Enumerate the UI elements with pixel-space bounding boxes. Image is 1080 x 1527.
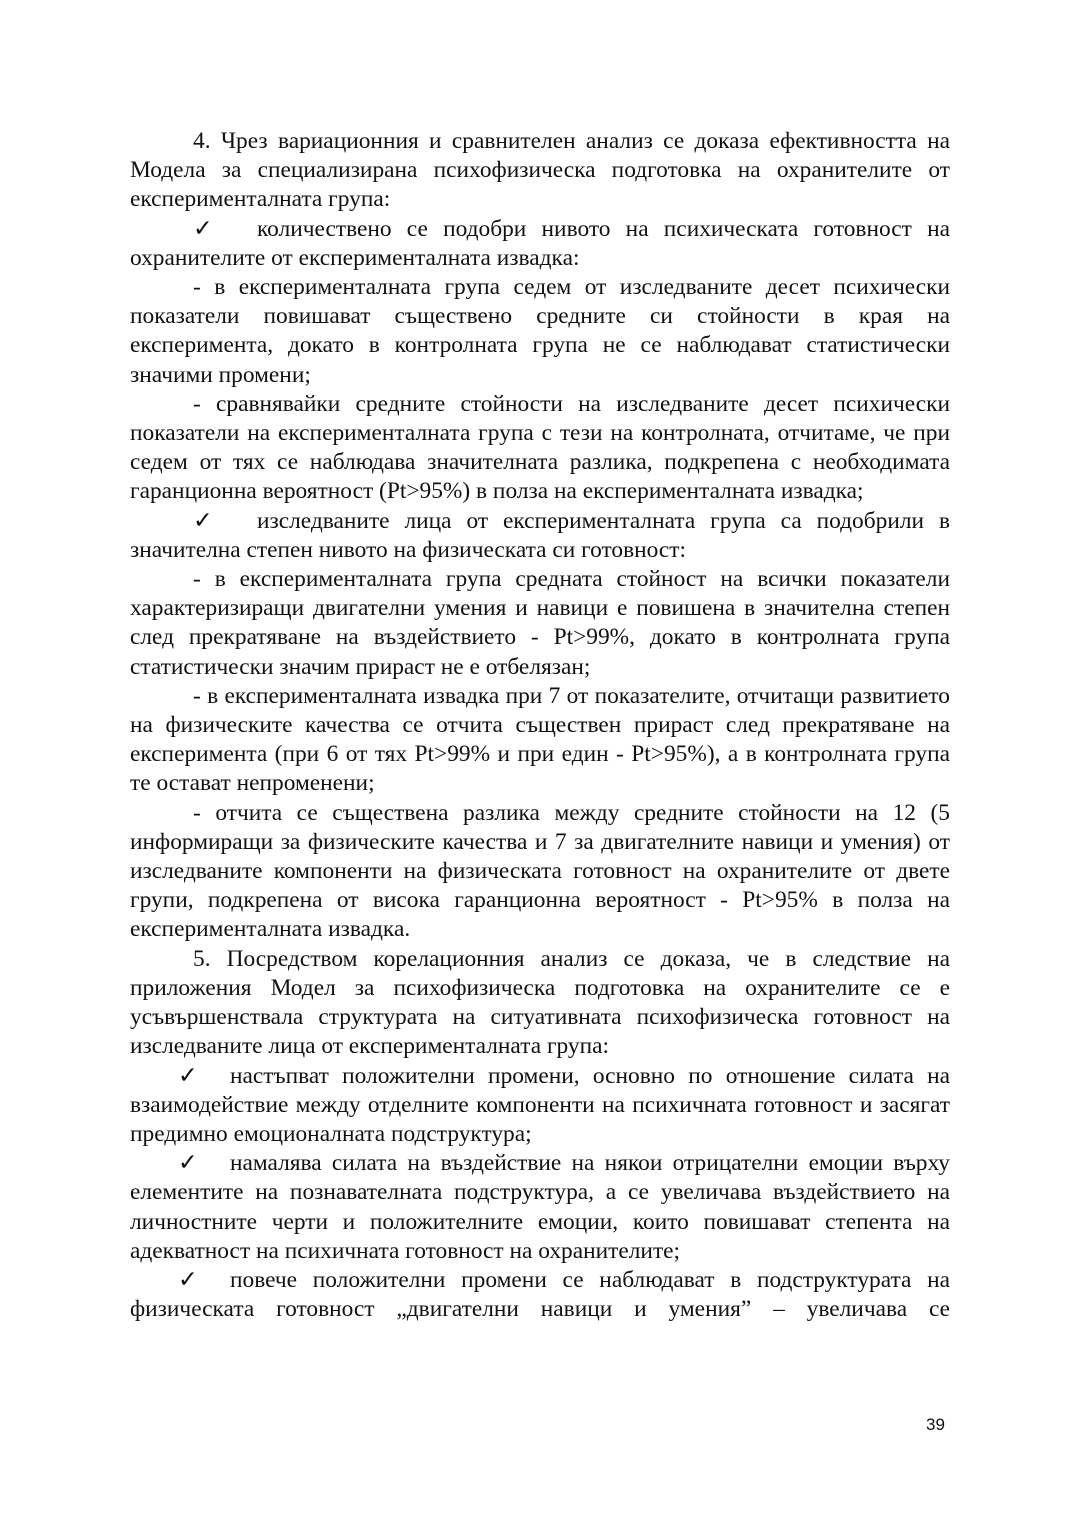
checkmark-icon: ✓ <box>178 1150 198 1177</box>
check-item: ✓ количествено се подобри нивото на психическата готовност на охранителите от експерименталната извадка: <box>130 215 950 271</box>
check-item: ✓ настъпват положителни промени, основно по отношение силата на взаимодействие между отделните компоненти на психичната готовност и засягат предимно емоционалната подструктура; <box>130 1062 950 1147</box>
dash-item: - отчита се съществена разлика между средните стойности на 12 (5 информиращи за физическите качества и 7 за двигателните навици и умения) от изследваните компоненти на физическата готовност на охранителите от двете групи, подкрепена от висока гаранционна вероятност - Pt>95% в полза на експерименталната извадка. <box>130 799 950 943</box>
checkmark-icon: ✓ <box>193 215 213 242</box>
paragraph-5: 5. Посредством корелационния анализ се доказа, че в следствие на приложения Модел за психофизическа подготовка на охранителите се е усъвършенствала структурата на ситуативната психофизическа готовност на изследваните лица от експерименталната група: <box>130 945 950 1060</box>
dash-item: - в експерименталната група средната стойност на всички показатели характеризиращи двигателни умения и навици е повишена в значителна степен след прекратяване на въздействието - Pt>99%, докато в контролната група статистически значим прираст не е отбелязан; <box>130 566 950 680</box>
check-item: ✓ изследваните лица от експерименталната група са подобрили в значителна степен нивото на физическата си готовност: <box>130 507 950 563</box>
page-body <box>130 127 950 1324</box>
check-item: ✓ намалява силата на въздействие на някои отрицателни емоции върху елементите на познавателната подструктура, а се увеличава въздействието на личностните черти и положителните емоции, които повишават степента на адекватност на психичната готовност на охранителите; <box>130 1150 950 1264</box>
paragraph-4: 4. Чрез вариационния и сравнителен анализ се доказа ефективността на Модела за специализирана психофизическа подготовка на охранителите от експерименталната група: <box>130 128 950 213</box>
dash-item: - в експерименталната извадка при 7 от показателите, отчитащи развитието на физическите качества се отчита съществен прираст след прекратяване на експеримента (при 6 от тях Pt>99% и при един - Pt>95%), а в контролната група те остават непроменени; <box>130 682 950 797</box>
checkmark-icon: ✓ <box>178 1266 198 1293</box>
page-number: 39 <box>926 1415 945 1434</box>
dash-item: - сравнявайки средните стойности на изследваните десет психически показатели на експерименталната група с тези на контролната, отчитаме, че при седем от тях се наблюдава значителната разлика, подкрепена с необходимата гаранционна вероятност (Pt>95%) в полза на експерименталната извадка; <box>130 390 950 505</box>
check-item: ✓ повече положителни промени се наблюдават в подструктурата на физическата готовност „двигателни навици и умения” – увеличава се <box>130 1266 950 1323</box>
checkmark-icon: ✓ <box>193 507 213 534</box>
dash-item: - в експерименталната група седем от изследваните десет психически показатели повишават съществено средните си стойности в края на експеримента, докато в контролната група не се наблюдават статистически значими промени; <box>130 274 950 388</box>
checkmark-icon: ✓ <box>178 1062 198 1089</box>
